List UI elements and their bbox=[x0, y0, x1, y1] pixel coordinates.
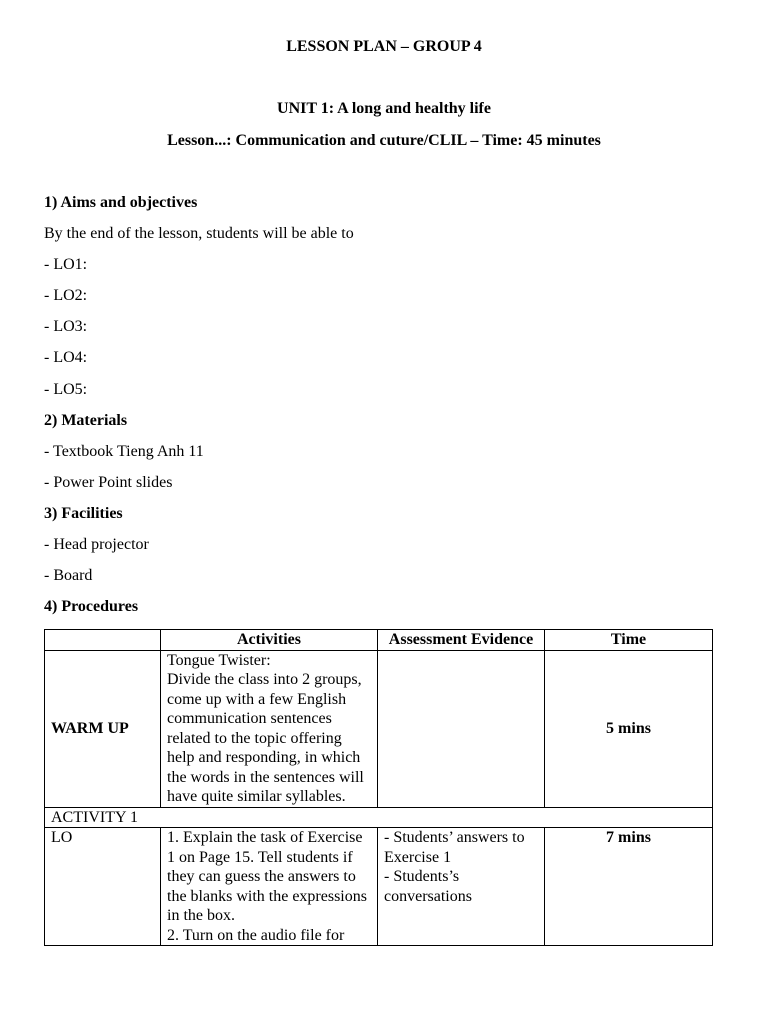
table-row-activity1 bbox=[45, 828, 713, 946]
header-activities: Activities bbox=[161, 630, 378, 651]
aims-heading: 1) Aims and objectives bbox=[44, 194, 198, 211]
activity1-evidence: - Students’ answers to Exercise 1 - Students’s conversations bbox=[378, 828, 545, 946]
activity1-activities: 1. Explain the task of Exercise 1 on Page 15. Tell students if they can guess the answers to the blanks with the expressions in the box. 2. Turn on the audio file for bbox=[161, 828, 378, 946]
warmup-stage: WARM UP bbox=[45, 650, 161, 807]
activity1-stage: LO bbox=[45, 828, 161, 946]
facilities-item-projector: - Head projector bbox=[44, 536, 149, 553]
header-assessment-evidence: Assessment Evidence bbox=[378, 630, 545, 651]
table-row-warmup bbox=[45, 650, 713, 807]
warmup-time: 5 mins bbox=[545, 650, 713, 807]
header-stage bbox=[45, 630, 161, 651]
procedures-table bbox=[44, 629, 713, 946]
aims-item-lo3: - LO3: bbox=[44, 318, 88, 335]
aims-item-lo2: - LO2: bbox=[44, 287, 88, 304]
materials-heading: 2) Materials bbox=[44, 412, 128, 429]
aims-item-lo4: - LO4: bbox=[44, 349, 88, 366]
aims-item-lo5: - LO5: bbox=[44, 381, 88, 398]
warmup-evidence bbox=[378, 650, 545, 807]
unit-title: UNIT 1: A long and healthy life bbox=[277, 100, 491, 117]
facilities-item-board: - Board bbox=[44, 567, 93, 584]
table-row-activity1-label bbox=[45, 807, 713, 828]
aims-intro: By the end of the lesson, students will be able to bbox=[44, 225, 354, 242]
warmup-activities: Tongue Twister: Divide the class into 2 groups, come up with a few English communication sentences related to the topic offering help and responding, in which the words in the sentences will have quite similar syllables. bbox=[161, 650, 378, 807]
materials-item-textbook: - Textbook Tieng Anh 11 bbox=[44, 443, 204, 460]
facilities-heading: 3) Facilities bbox=[44, 505, 123, 522]
aims-item-lo1: - LO1: bbox=[44, 256, 88, 273]
table-header-row bbox=[45, 630, 713, 651]
activity1-time: 7 mins bbox=[545, 828, 713, 946]
materials-item-slides: - Power Point slides bbox=[44, 474, 173, 491]
document-title: LESSON PLAN – GROUP 4 bbox=[286, 38, 482, 55]
activity1-label: ACTIVITY 1 bbox=[45, 807, 713, 828]
header-time: Time bbox=[545, 630, 713, 651]
procedures-heading: 4) Procedures bbox=[44, 598, 139, 615]
lesson-title: Lesson...: Communication and cuture/CLIL – Time: 45 minutes bbox=[167, 132, 601, 149]
